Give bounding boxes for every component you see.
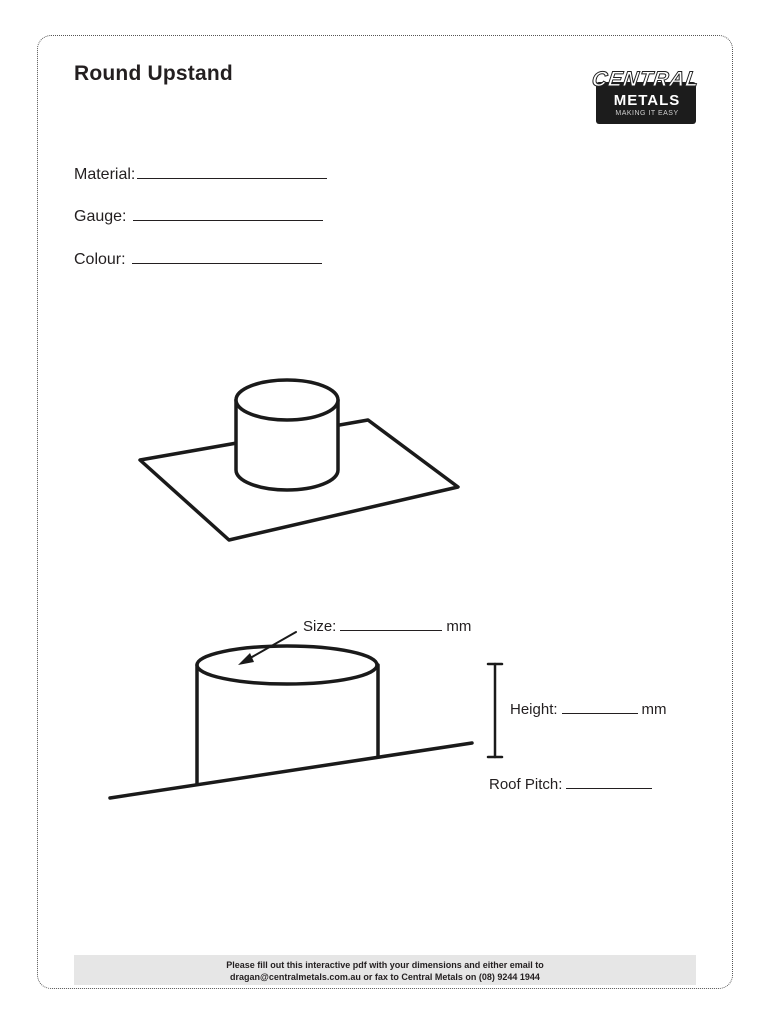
colour-label: Colour: xyxy=(74,251,126,268)
logo-brand: CENTRAL xyxy=(590,68,702,91)
upstand-top xyxy=(197,646,377,684)
size-unit: mm xyxy=(446,618,472,635)
height-unit: mm xyxy=(641,701,667,718)
size-label: Size: xyxy=(303,618,337,635)
roof-pitch-input-line[interactable] xyxy=(566,778,652,789)
roof-pitch-label: Roof Pitch: xyxy=(489,776,563,793)
cylinder-top xyxy=(236,380,338,420)
height-field[interactable] xyxy=(510,701,667,718)
footer-line-1: Please fill out this interactive pdf with your dimensions and either email to xyxy=(226,960,544,970)
roof-pitch-field[interactable] xyxy=(489,776,656,793)
height-label: Height: xyxy=(510,701,558,718)
logo-tagline: MAKING IT EASY xyxy=(615,110,679,117)
logo-name: METALS xyxy=(613,92,681,109)
size-input-line[interactable] xyxy=(340,620,442,631)
footer-line-2: dragan@centralmetals.com.au or fax to Central Metals on (08) 9244 1944 xyxy=(230,972,540,982)
roof-line xyxy=(110,743,472,798)
footer-instructions xyxy=(74,955,696,985)
page-title: Round Upstand xyxy=(74,62,233,85)
gauge-label: Gauge: xyxy=(74,208,127,225)
material-label: Material: xyxy=(74,166,136,183)
size-field[interactable] xyxy=(303,618,471,635)
height-input-line[interactable] xyxy=(562,703,638,714)
